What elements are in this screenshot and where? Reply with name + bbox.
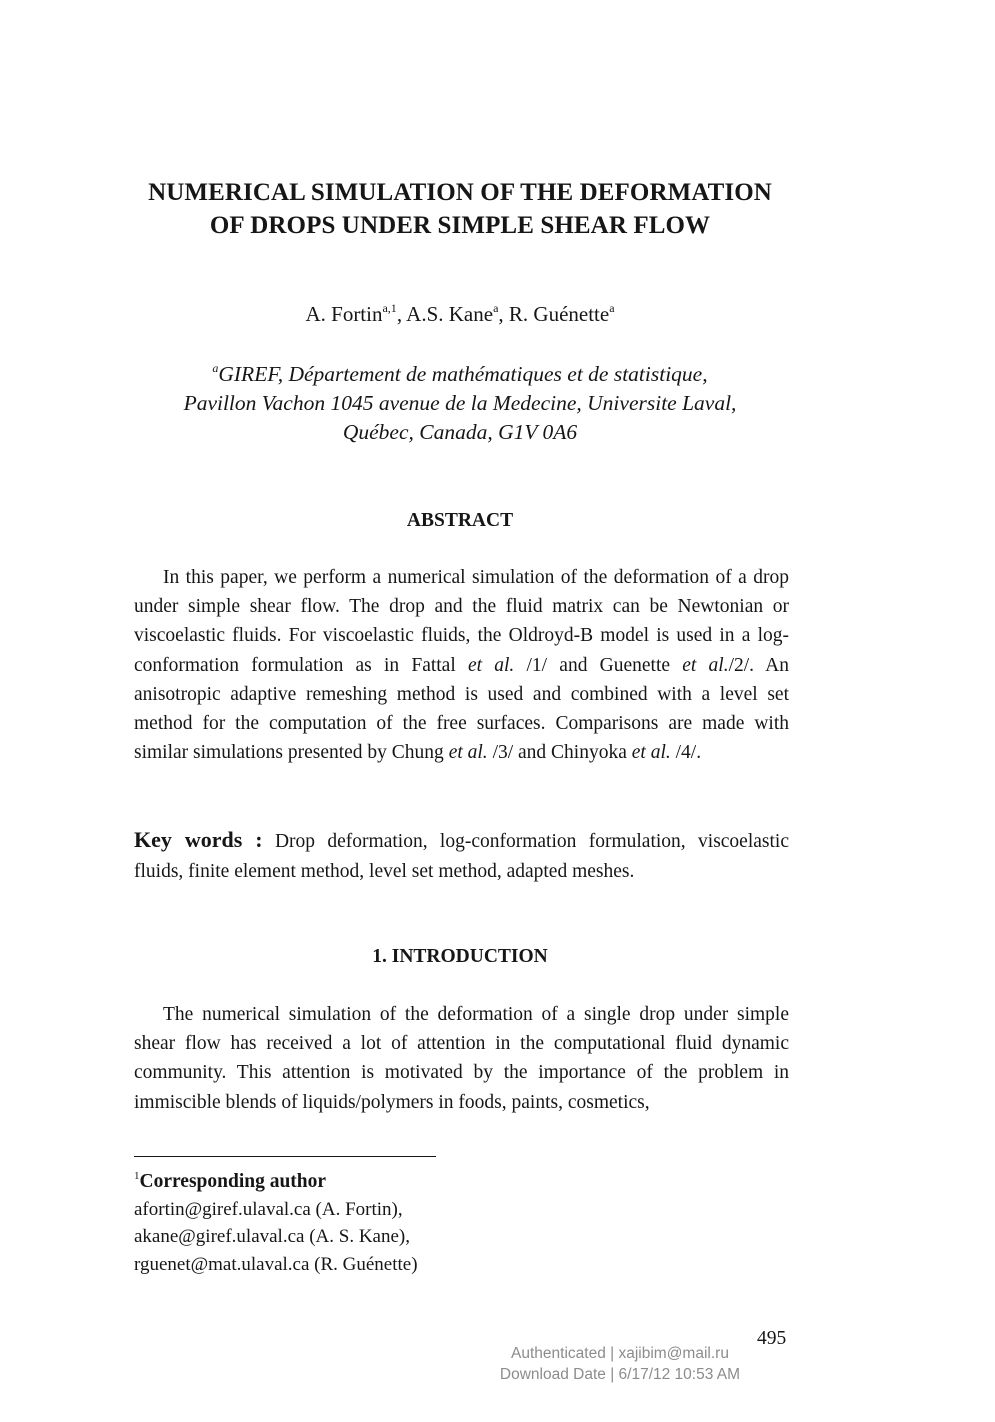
author-separator: , xyxy=(396,302,407,326)
abstract-etal: et al. xyxy=(631,742,671,764)
paper-title xyxy=(0,176,920,242)
author-name: A. Fortin xyxy=(305,302,383,326)
footnote-email: akane@giref.ulaval.ca (A. S. Kane), xyxy=(134,1226,410,1247)
abstract-heading: ABSTRACT xyxy=(406,510,514,531)
footnote xyxy=(134,1168,634,1278)
author-name: R. Guénette xyxy=(508,302,610,326)
abstract-text xyxy=(134,563,789,767)
abstract-etal: et al. xyxy=(467,654,515,676)
author-separator: , xyxy=(498,302,509,326)
affiliation-text: GIREF, Département de mathématiques et de statistique, xyxy=(218,362,708,386)
abstract-segment: /3/ and Chinyoka xyxy=(487,742,632,764)
title-line-2: OF DROPS UNDER SIMPLE SHEAR FLOW xyxy=(209,212,711,239)
affiliation xyxy=(0,360,920,447)
page-number: 495 xyxy=(757,1328,787,1349)
footnote-heading-text: Corresponding author xyxy=(139,1171,327,1192)
title-line-1: NUMERICAL SIMULATION OF THE DEFORMATION xyxy=(148,179,772,206)
author-affiliation-marker: a xyxy=(493,301,499,315)
abstract-segment: /1/ and Guenette xyxy=(514,654,683,676)
author-name: A.S. Kane xyxy=(406,302,494,326)
abstract-segment: /2/. An anisotropic adaptive remeshing method is used and combined with a level set method for the computation of the free surfaces. Comparisons are made with similar simulations presented by Chung xyxy=(134,654,790,764)
section-heading-introduction: 1. INTRODUCTION xyxy=(372,946,548,967)
abstract-segment: /4/. xyxy=(670,742,702,764)
affiliation-line-1 xyxy=(0,360,920,389)
watermark-line-2: Download Date | 6/17/12 10:53 AM xyxy=(499,1366,741,1383)
watermark-line-1: Authenticated | xajibim@mail.ru xyxy=(511,1345,729,1362)
affiliation-marker: a xyxy=(212,361,219,375)
footnote-email: rguenet@mat.ulaval.ca (R. Guénette) xyxy=(134,1253,418,1275)
affiliation-line-3: Québec, Canada, G1V 0A6 xyxy=(342,420,578,444)
footnote-marker: 1 xyxy=(134,1170,140,1182)
keywords-label: Key words : xyxy=(134,827,263,852)
abstract-segment: In this paper, we perform a numerical simulation of the deformation of a drop under simple shear flow. The drop and the fluid matrix can be Newtonian or viscoelastic fluids. For viscoelastic fluids, the Oldroyd-B model is used in a log-conformation formulation as in Fattal xyxy=(134,567,789,676)
footnote-divider xyxy=(134,1156,436,1157)
download-watermark xyxy=(470,1343,770,1385)
footnote-heading xyxy=(134,1168,634,1196)
abstract-etal: et al. xyxy=(448,742,488,764)
abstract-etal: et al. xyxy=(682,654,729,676)
introduction-paragraph: The numerical simulation of the deformation of a single drop under simple shear flow has received a lot of attention in the computational fluid dynamic community. This attention is motivated by the importance of the problem in immiscible blends of liquids/polymers in foods, paints, cosmetics, xyxy=(134,1004,789,1113)
keywords-text: Drop deformation, log-conformation formulation, viscoelastic fluids, finite element method, level set method, adapted meshes. xyxy=(134,831,789,882)
author-affiliation-marker: a xyxy=(609,301,615,315)
keywords xyxy=(134,825,789,886)
footnote-email: afortin@giref.ulaval.ca (A. Fortin), xyxy=(134,1198,403,1220)
affiliation-line-2: Pavillon Vachon 1045 avenue de la Medecine, Universite Laval, xyxy=(183,391,737,415)
author-affiliation-marker: a,1 xyxy=(382,301,397,315)
author-list xyxy=(0,300,920,328)
